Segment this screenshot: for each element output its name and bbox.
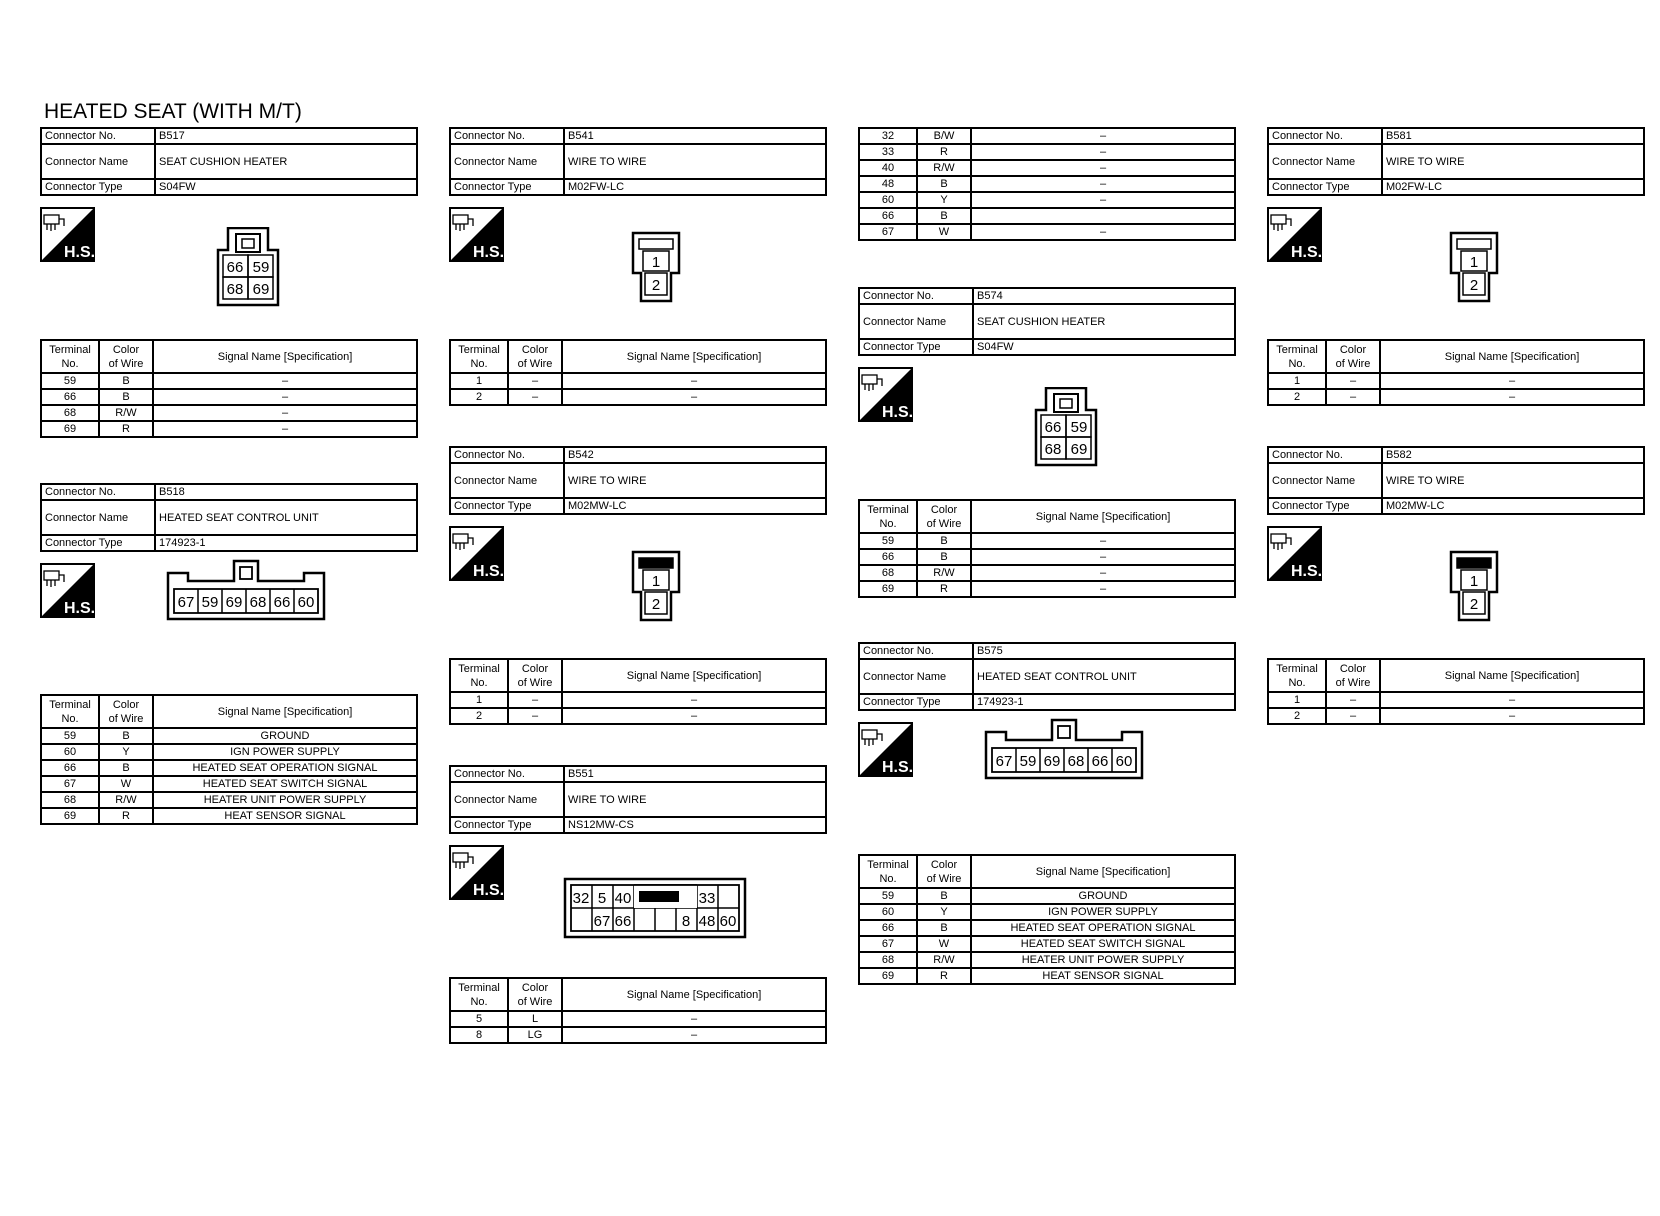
connector-no-label: Connector No. [1268,128,1382,144]
connector-no-label: Connector No. [41,128,155,144]
connector-header-table [858,642,1236,711]
color-of-wire-header: Color of Wire [508,978,562,1011]
connector-header-table [449,765,827,834]
hs-label: H.S. [473,882,504,899]
connector-no-value: B581 [1382,128,1644,144]
connector-no-value: B574 [973,288,1235,304]
connector-type-label: Connector Type [859,339,973,355]
connector-b518 [40,483,418,822]
connector-type-label: Connector Type [41,179,155,195]
color-of-wire-header: Color of Wire [508,340,562,373]
cavity-67: 67 [995,753,1013,770]
connector-name-value: HEATED SEAT CONTROL UNIT [155,500,417,535]
cavity-68: 68 [1044,441,1062,458]
hs-harness-side-icon [40,563,95,618]
connector-no-label: Connector No. [41,484,155,500]
connector-b581 [1267,127,1645,403]
connector-type-label: Connector Type [1268,498,1382,514]
table-row: 68 R/W – [41,405,417,421]
hs-harness-side-icon [858,367,913,422]
color-of-wire-header: Color of Wire [1326,659,1380,692]
color-of-wire-header: Color of Wire [917,500,971,533]
connector-b551-continued [858,127,1236,241]
connector-b517 [40,127,418,435]
table-row: 69 R – [41,421,417,437]
connector-no-value: B575 [973,643,1235,659]
connector-type-label: Connector Type [1268,179,1382,195]
connector-face-b542 [631,550,681,622]
cavity-59: 59 [1070,419,1088,436]
table-row: 68 R/W HEATER UNIT POWER SUPPLY [41,792,417,808]
table-row: 2 – – [1268,389,1644,405]
connector-header-table [449,127,827,196]
color-of-wire-header: Color of Wire [99,695,153,728]
cavity-1: 1 [651,254,661,271]
connector-no-value: B517 [155,128,417,144]
table-row: 67 W HEATED SEAT SWITCH SIGNAL [41,776,417,792]
connector-header-table [40,483,418,552]
hs-label: H.S. [882,404,913,421]
connector-name-label: Connector Name [859,659,973,694]
table-row: 66 B – [41,389,417,405]
connector-face-b551 [563,877,747,939]
hs-harness-side-icon [1267,526,1322,581]
signal-name-header: Signal Name [Specification] [153,695,417,728]
hs-label: H.S. [473,244,504,261]
cavity-66: 66 [614,913,632,930]
connector-no-label: Connector No. [450,128,564,144]
signal-name-header: Signal Name [Specification] [971,500,1235,533]
connector-b582 [1267,446,1645,722]
connector-name-value: WIRE TO WIRE [1382,463,1644,498]
table-row: 68 R/W – [859,565,1235,581]
connector-type-value: M02FW-LC [564,179,826,195]
connector-face-b575 [984,718,1146,780]
cavity-68: 68 [226,281,244,298]
table-row: 60 Y – [859,192,1235,208]
cavity-66: 66 [273,594,291,611]
hs-label: H.S. [1291,563,1322,580]
table-row: 1 – – [450,373,826,389]
connector-name-value: WIRE TO WIRE [564,144,826,179]
cavity-60: 60 [297,594,315,611]
hs-harness-side-icon [1267,207,1322,262]
signal-name-header: Signal Name [Specification] [562,340,826,373]
table-row: 60 Y IGN POWER SUPPLY [41,744,417,760]
cavity-40: 40 [614,890,632,907]
table-row: 67 W HEATED SEAT SWITCH SIGNAL [859,936,1235,952]
connector-type-value: S04FW [973,339,1235,355]
cavity-2: 2 [651,277,661,294]
table-row: 1 – – [1268,692,1644,708]
hs-label: H.S. [64,600,95,617]
cavity-60: 60 [719,913,737,930]
terminal-no-header: Terminal No. [1268,340,1326,373]
connector-type-value: M02FW-LC [1382,179,1644,195]
cavity-67: 67 [593,913,611,930]
color-of-wire-header: Color of Wire [508,659,562,692]
connector-name-label: Connector Name [1268,144,1382,179]
connector-no-label: Connector No. [1268,447,1382,463]
table-row: 69 R HEAT SENSOR SIGNAL [41,808,417,824]
terminal-no-header: Terminal No. [41,340,99,373]
connector-name-value: SEAT CUSHION HEATER [973,304,1235,339]
signal-name-header: Signal Name [Specification] [562,978,826,1011]
connector-type-label: Connector Type [450,498,564,514]
connector-name-label: Connector Name [859,304,973,339]
connector-name-value: WIRE TO WIRE [564,463,826,498]
connector-face-b581 [1449,231,1499,303]
terminal-no-header: Terminal No. [859,500,917,533]
connector-type-value: NS12MW-CS [564,817,826,833]
connector-name-label: Connector Name [450,144,564,179]
terminal-table [858,499,1236,598]
connector-header-table [1267,127,1645,196]
table-row: 2 – – [1268,708,1644,724]
terminal-table-continued [858,127,1236,241]
color-of-wire-header: Color of Wire [1326,340,1380,373]
cavity-1: 1 [651,573,661,590]
table-row: 59 B GROUND [859,888,1235,904]
cavity-69: 69 [225,594,243,611]
page-title: HEATED SEAT (WITH M/T) [44,100,302,123]
cavity-60: 60 [1115,753,1133,770]
terminal-no-header: Terminal No. [1268,659,1326,692]
cavity-66: 66 [1091,753,1109,770]
connector-type-value: M02MW-LC [1382,498,1644,514]
hs-label: H.S. [64,244,95,261]
connector-type-value: 174923-1 [973,694,1235,710]
connector-name-value: HEATED SEAT CONTROL UNIT [973,659,1235,694]
cavity-68: 68 [1067,753,1085,770]
table-row: 59 B GROUND [41,728,417,744]
cavity-32: 32 [572,890,590,907]
color-of-wire-header: Color of Wire [917,855,971,888]
connector-b542 [449,446,827,722]
table-row: 66 B HEATED SEAT OPERATION SIGNAL [41,760,417,776]
signal-name-header: Signal Name [Specification] [562,659,826,692]
connector-face-b541 [631,231,681,303]
hs-label: H.S. [1291,244,1322,261]
cavity-5: 5 [597,890,607,907]
table-row: 66 B HEATED SEAT OPERATION SIGNAL [859,920,1235,936]
cavity-59: 59 [1019,753,1037,770]
connector-type-label: Connector Type [450,179,564,195]
terminal-no-header: Terminal No. [450,978,508,1011]
terminal-table [40,339,418,438]
connector-name-value: WIRE TO WIRE [564,782,826,817]
terminal-no-header: Terminal No. [859,855,917,888]
table-row: 68 R/W HEATER UNIT POWER SUPPLY [859,952,1235,968]
table-row: 67 W – [859,224,1235,240]
terminal-table [40,694,418,825]
table-row: 2 – – [450,708,826,724]
connector-type-label: Connector Type [859,694,973,710]
connector-header-table [449,446,827,515]
cavity-2: 2 [1469,596,1479,613]
connector-face-b574 [1034,387,1098,467]
terminal-table [449,658,827,725]
table-row: 66 B [859,208,1235,224]
cavity-67: 67 [177,594,195,611]
signal-name-header: Signal Name [Specification] [153,340,417,373]
connector-type-value: 174923-1 [155,535,417,551]
hs-harness-side-icon [858,722,913,777]
table-row: 1 – – [450,692,826,708]
connector-type-label: Connector Type [450,817,564,833]
table-row: 59 B – [41,373,417,389]
cavity-69: 69 [252,281,270,298]
connector-b574 [858,287,1236,595]
cavity-1: 1 [1469,254,1479,271]
connector-no-value: B518 [155,484,417,500]
connector-name-value: SEAT CUSHION HEATER [155,144,417,179]
cavity-66: 66 [1044,419,1062,436]
terminal-table [858,854,1236,985]
connector-no-value: B582 [1382,447,1644,463]
connector-name-label: Connector Name [1268,463,1382,498]
connector-no-label: Connector No. [450,447,564,463]
connector-name-label: Connector Name [450,782,564,817]
signal-name-header: Signal Name [Specification] [971,855,1235,888]
connector-name-label: Connector Name [41,144,155,179]
terminal-table [1267,339,1645,406]
cavity-48: 48 [698,913,716,930]
cavity-69: 69 [1043,753,1061,770]
connector-type-value: S04FW [155,179,417,195]
table-row: 60 Y IGN POWER SUPPLY [859,904,1235,920]
connector-no-label: Connector No. [859,288,973,304]
terminal-no-header: Terminal No. [41,695,99,728]
table-row: 59 B – [859,533,1235,549]
connector-header-table [1267,446,1645,515]
hs-harness-side-icon [40,207,95,262]
table-row: 5 L – [450,1011,826,1027]
table-row: 69 R – [859,581,1235,597]
terminal-table [449,977,827,1044]
cavity-69: 69 [1070,441,1088,458]
table-row: 2 – – [450,389,826,405]
hs-harness-side-icon [449,845,504,900]
table-row: 69 R HEAT SENSOR SIGNAL [859,968,1235,984]
connector-no-label: Connector No. [859,643,973,659]
connector-no-label: Connector No. [450,766,564,782]
terminal-table [1267,658,1645,725]
connector-name-label: Connector Name [41,500,155,535]
connector-name-label: Connector Name [450,463,564,498]
color-of-wire-header: Color of Wire [99,340,153,373]
signal-name-header: Signal Name [Specification] [1380,659,1644,692]
cavity-66: 66 [226,259,244,276]
table-row: 8 LG – [450,1027,826,1043]
cavity-1: 1 [1469,573,1479,590]
cavity-2: 2 [1469,277,1479,294]
connector-type-value: M02MW-LC [564,498,826,514]
cavity-68: 68 [249,594,267,611]
cavity-33: 33 [698,890,716,907]
connector-no-value: B541 [564,128,826,144]
table-row: 33 R – [859,144,1235,160]
table-row: 40 R/W – [859,160,1235,176]
hs-label: H.S. [882,759,913,776]
connector-b541 [449,127,827,403]
table-row: 32 B/W – [859,128,1235,144]
terminal-no-header: Terminal No. [450,659,508,692]
connector-face-b582 [1449,550,1499,622]
connector-no-value: B542 [564,447,826,463]
table-row: 1 – – [1268,373,1644,389]
hs-label: H.S. [473,563,504,580]
connector-type-label: Connector Type [41,535,155,551]
terminal-table [449,339,827,406]
cavity-8: 8 [681,913,691,930]
cavity-59: 59 [252,259,270,276]
cavity-2: 2 [651,596,661,613]
connector-name-value: WIRE TO WIRE [1382,144,1644,179]
connector-face-b518 [166,559,328,621]
connector-b551 [449,765,827,1041]
signal-name-header: Signal Name [Specification] [1380,340,1644,373]
connector-b575 [858,642,1236,982]
hs-harness-side-icon [449,207,504,262]
table-row: 48 B – [859,176,1235,192]
connector-header-table [858,287,1236,356]
connector-header-table [40,127,418,196]
table-row: 66 B – [859,549,1235,565]
cavity-59: 59 [201,594,219,611]
terminal-no-header: Terminal No. [450,340,508,373]
connector-no-value: B551 [564,766,826,782]
connector-face-b517 [216,227,280,307]
hs-harness-side-icon [449,526,504,581]
